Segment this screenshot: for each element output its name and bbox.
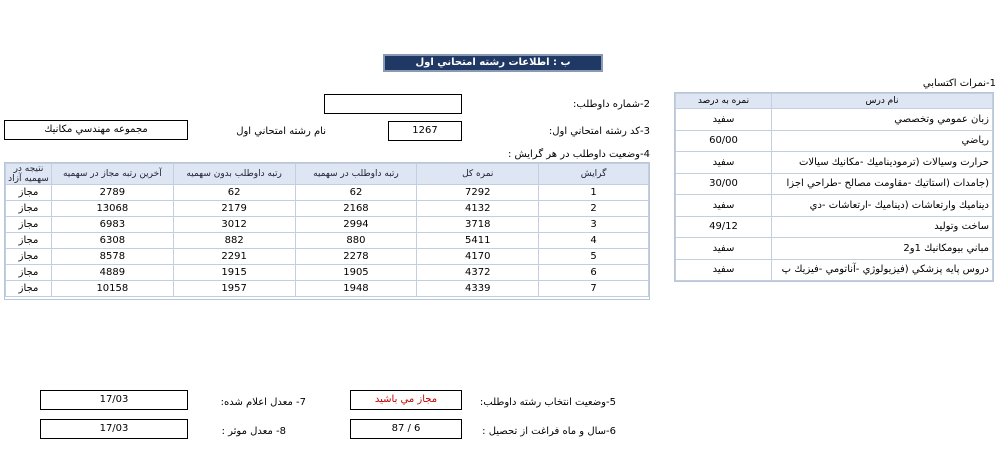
announced-average-field: 17/03 bbox=[40, 390, 188, 410]
col-grade-header: نمره به درصد bbox=[676, 94, 772, 109]
grade-value: 30/00 bbox=[676, 173, 772, 195]
status-cell: مجاز bbox=[6, 185, 52, 201]
effective-average-field: 17/03 bbox=[40, 419, 188, 439]
course-name: رياضي bbox=[772, 130, 993, 152]
field-name-field[interactable]: مجموعه مهندسي مكانيك bbox=[4, 120, 188, 140]
course-name: زبان عمومي وتخصصي bbox=[772, 109, 993, 131]
status-col-header: رتبه داوطلب بدون سهميه bbox=[173, 164, 295, 185]
status-cell: 2789 bbox=[51, 185, 173, 201]
field-name-label: نام رشته امتحاني اول bbox=[236, 126, 326, 137]
status-cell: 5411 bbox=[417, 233, 539, 249]
course-name: مباني بيومكانيك 1و2 bbox=[772, 238, 993, 260]
status-cell: مجاز bbox=[6, 265, 52, 281]
col-course-header: نام درس bbox=[772, 94, 993, 109]
grade-row bbox=[676, 130, 993, 152]
graduation-field: 87 / 6 bbox=[350, 419, 462, 439]
field-code-field[interactable]: 1267 bbox=[388, 121, 462, 141]
section-title: ب : اطلاعات رشته امتحاني اول bbox=[383, 54, 603, 72]
status-cell: 1 bbox=[539, 185, 649, 201]
status-row bbox=[6, 217, 649, 233]
grades-heading: 1-نمرات اكتسابي bbox=[922, 78, 996, 89]
grade-value: سفيد bbox=[676, 109, 772, 131]
status-cell: 6308 bbox=[51, 233, 173, 249]
status-cell: 3012 bbox=[173, 217, 295, 233]
status-cell: 4 bbox=[539, 233, 649, 249]
status-cell: مجاز bbox=[6, 217, 52, 233]
status-cell: 4132 bbox=[417, 201, 539, 217]
grade-value: سفيد bbox=[676, 195, 772, 217]
graduation-label: 6-سال و ماه فراغت از تحصيل : bbox=[482, 426, 616, 437]
status-cell: مجاز bbox=[6, 233, 52, 249]
status-cell: 4170 bbox=[417, 249, 539, 265]
status-cell: 882 bbox=[173, 233, 295, 249]
grade-row bbox=[676, 195, 993, 217]
grade-value: سفيد bbox=[676, 152, 772, 174]
status-row bbox=[6, 233, 649, 249]
effective-average-label: 8- معدل موثر : bbox=[221, 426, 286, 437]
course-name: (جامدات (استاتيك -مقاومت مصالح -طراحي اجزا bbox=[772, 173, 993, 195]
status-row bbox=[6, 265, 649, 281]
status-cell: 1948 bbox=[295, 281, 417, 297]
grade-row bbox=[676, 238, 993, 260]
status-cell: 5 bbox=[539, 249, 649, 265]
status-row bbox=[6, 185, 649, 201]
status-cell: 2179 bbox=[173, 201, 295, 217]
status-cell: 2278 bbox=[295, 249, 417, 265]
selection-status-field: مجاز مي باشيد bbox=[350, 390, 462, 410]
grade-row bbox=[676, 173, 993, 195]
announced-average-label: 7- معدل اعلام شده: bbox=[220, 397, 306, 408]
status-cell: 2 bbox=[539, 201, 649, 217]
status-cell: 6983 bbox=[51, 217, 173, 233]
grade-row bbox=[676, 152, 993, 174]
status-cell: مجاز bbox=[6, 281, 52, 297]
status-col-header: آخرين رتبه مجاز در سهميه bbox=[51, 164, 173, 185]
status-cell: 2291 bbox=[173, 249, 295, 265]
status-cell: مجاز bbox=[6, 201, 52, 217]
grade-row bbox=[676, 259, 993, 281]
status-cell: 62 bbox=[295, 185, 417, 201]
status-cell: مجاز bbox=[6, 249, 52, 265]
status-cell: 4372 bbox=[417, 265, 539, 281]
grade-value: 60/00 bbox=[676, 130, 772, 152]
field-code-label: 3-كد رشته امتحاني اول: bbox=[548, 126, 650, 137]
status-cell: 7 bbox=[539, 281, 649, 297]
selection-status-label: 5-وضعيت انتخاب رشته داوطلب: bbox=[479, 397, 616, 408]
course-name: حرارت وسيالات (ترموديناميك -مكانيك سيالات bbox=[772, 152, 993, 174]
status-row bbox=[6, 201, 649, 217]
status-table bbox=[4, 162, 650, 300]
status-cell: 13068 bbox=[51, 201, 173, 217]
status-cell: 1905 bbox=[295, 265, 417, 281]
status-heading: 4-وضعيت داوطلب در هر گرايش : bbox=[507, 149, 650, 160]
course-name: ديناميك وارتعاشات (ديناميك -ارتعاشات -دي bbox=[772, 195, 993, 217]
status-cell: 6 bbox=[539, 265, 649, 281]
status-col-header: رتبه داوطلب در سهميه bbox=[295, 164, 417, 185]
status-cell: 3 bbox=[539, 217, 649, 233]
candidate-number-label: 2-شماره داوطلب: bbox=[573, 99, 650, 110]
grade-value: سفيد bbox=[676, 238, 772, 260]
status-cell: 880 bbox=[295, 233, 417, 249]
status-cell: 10158 bbox=[51, 281, 173, 297]
status-cell: 1915 bbox=[173, 265, 295, 281]
grade-value: سفيد bbox=[676, 259, 772, 281]
grade-row bbox=[676, 216, 993, 238]
status-row bbox=[6, 281, 649, 297]
status-row bbox=[6, 249, 649, 265]
status-cell: 8578 bbox=[51, 249, 173, 265]
status-cell: 2168 bbox=[295, 201, 417, 217]
course-name: ساخت وتوليد bbox=[772, 216, 993, 238]
status-cell: 62 bbox=[173, 185, 295, 201]
grade-value: 49/12 bbox=[676, 216, 772, 238]
status-cell: 2994 bbox=[295, 217, 417, 233]
candidate-number-field[interactable] bbox=[324, 94, 462, 114]
status-cell: 1957 bbox=[173, 281, 295, 297]
status-cell: 7292 bbox=[417, 185, 539, 201]
status-col-header: نمره كل bbox=[417, 164, 539, 185]
course-name: دروس پايه پزشكي (فيزيولوژي -آناتومي -فيزيك پ bbox=[772, 259, 993, 281]
status-cell: 4889 bbox=[51, 265, 173, 281]
status-col-header: نتيجه در سهميه آزاد bbox=[6, 164, 52, 185]
status-col-header: گرايش bbox=[539, 164, 649, 185]
grades-table bbox=[674, 92, 994, 282]
status-cell: 4339 bbox=[417, 281, 539, 297]
grade-row bbox=[676, 109, 993, 131]
status-cell: 3718 bbox=[417, 217, 539, 233]
